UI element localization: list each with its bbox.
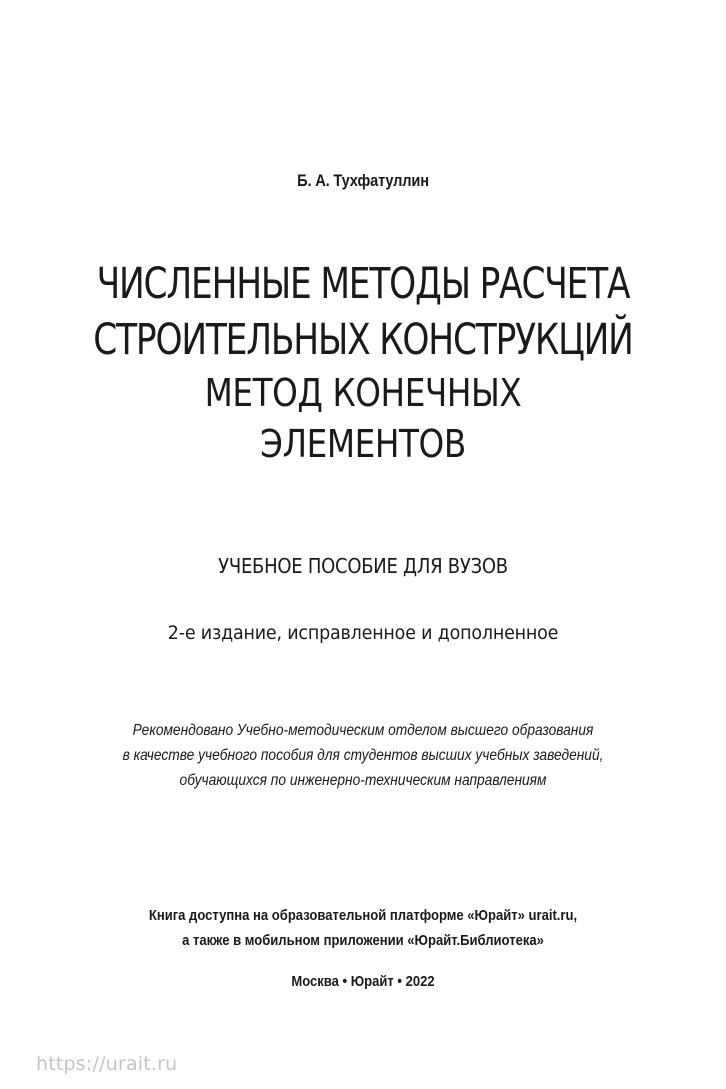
title-line-3: МЕТОД КОНЕЧНЫХ (204, 371, 522, 415)
edition-info: 2-е издание, исправленное и дополненное (167, 622, 559, 644)
book-subtitle: УЧЕБНОЕ ПОСОБИЕ ДЛЯ ВУЗОВ (218, 554, 508, 578)
url-watermark: https://urait.ru (36, 1053, 178, 1075)
author-name: Б. А. Тухфатуллин (297, 171, 429, 190)
platform-line-2: а также в мобильном приложении «Юрайт.Библиотека» (182, 932, 544, 949)
title-line-2: СТРОИТЕЛЬНЫХ КОНСТРУКЦИЙ (93, 315, 633, 365)
title-line-1: ЧИСЛЕННЫЕ МЕТОДЫ РАСЧЕТА (96, 259, 630, 309)
recommendation-note (0, 718, 726, 793)
publisher-imprint: Москва • Юрайт • 2022 (291, 973, 435, 990)
title-line-4: ЭЛЕМЕНТОВ (260, 422, 466, 466)
platform-line-1: Книга доступна на образовательной платформе «Юрайт» urait.ru, (148, 907, 578, 924)
recommendation-line-3: обучающихся по инженерно-техническим направлениям (179, 772, 547, 789)
book-title (0, 256, 726, 470)
platform-note (0, 903, 726, 953)
recommendation-line-1: Рекомендовано Учебно-методическим отделом высшего образования (132, 722, 594, 739)
recommendation-line-2: в качестве учебного пособия для студентов высших учебных заведений, (122, 747, 604, 764)
